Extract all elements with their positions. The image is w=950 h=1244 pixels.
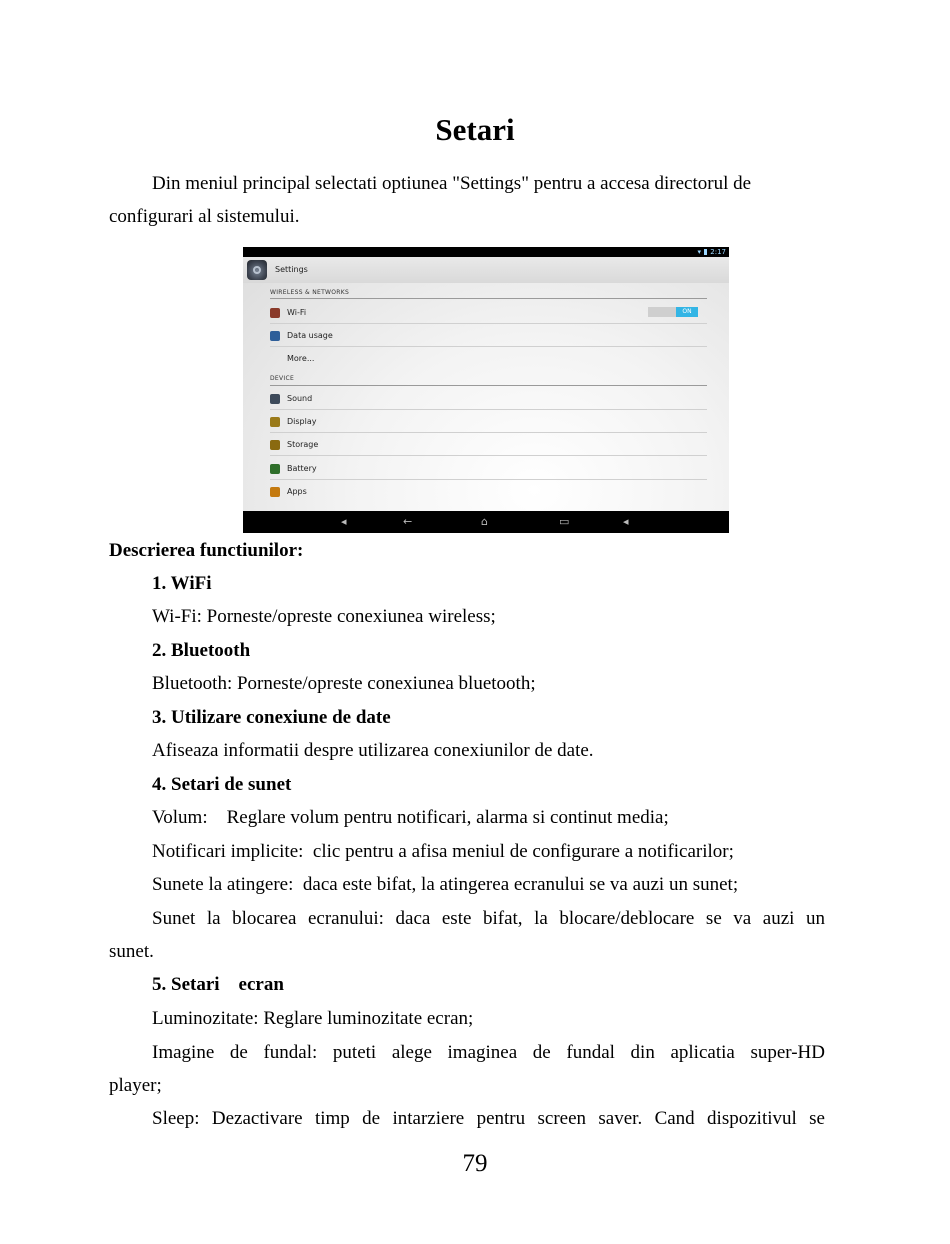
settings-item-label: Display <box>287 417 317 426</box>
settings-item-label: Data usage <box>287 331 333 340</box>
section-heading-display: 5. Setari ecran <box>152 974 284 995</box>
settings-item-data-usage[interactable] <box>270 328 707 344</box>
settings-item-storage[interactable] <box>270 437 707 453</box>
divider <box>270 298 707 299</box>
settings-item-label: Sound <box>287 394 313 403</box>
page-title: Setari <box>435 112 515 147</box>
data-usage-icon <box>270 331 280 341</box>
app-title: Settings <box>275 265 308 274</box>
battery-status-icon <box>704 249 707 255</box>
wifi-toggle-on: ON <box>676 307 698 317</box>
section-text: Notificari implicite: clic pentru a afisa meniul de configurare a notificarilor; <box>152 841 734 862</box>
divider <box>270 323 707 324</box>
description-heading: Descrierea functiunilor: <box>109 540 304 561</box>
display-icon <box>270 417 280 427</box>
divider <box>270 385 707 386</box>
back-icon[interactable]: ← <box>403 515 413 528</box>
section-text: Afiseaza informatii despre utilizarea conexiunilor de date. <box>152 740 594 761</box>
section-heading-sound: 4. Setari de sunet <box>152 774 292 795</box>
settings-item-label: Apps <box>287 487 307 496</box>
section-text: sunet. <box>109 941 154 962</box>
section-text: Luminozitate: Reglare luminozitate ecran; <box>152 1008 474 1029</box>
section-text: Volum: Reglare volum pentru notificari, alarma si continut media; <box>152 807 669 828</box>
intro-line-1: Din meniul principal selectati optiunea "Settings" pentru a accesa directorul de <box>152 173 752 194</box>
section-heading-wifi: 1. WiFi <box>152 573 212 594</box>
section-text: Sunet la blocarea ecranului: daca este bifat, la blocare/deblocare se va auzi un <box>152 908 825 929</box>
apps-icon <box>270 487 280 497</box>
divider <box>270 432 707 433</box>
section-header-wireless: WIRELESS & NETWORKS <box>270 289 350 296</box>
section-header-device: DEVICE <box>270 375 295 382</box>
storage-icon <box>270 440 280 450</box>
settings-item-battery[interactable] <box>270 461 707 477</box>
settings-item-wifi[interactable] <box>270 305 707 321</box>
sound-icon <box>270 394 280 404</box>
settings-item-apps[interactable] <box>270 484 707 500</box>
section-text: Wi-Fi: Porneste/opreste conexiunea wireless; <box>152 606 496 627</box>
volume-down-icon[interactable]: ◂ <box>341 515 347 528</box>
recents-icon[interactable]: ▭ <box>559 515 570 528</box>
divider <box>270 409 707 410</box>
volume-up-icon[interactable]: ◂ <box>623 515 629 528</box>
settings-item-more[interactable] <box>270 351 707 367</box>
section-heading-bluetooth: 2. Bluetooth <box>152 640 251 661</box>
divider <box>270 479 707 480</box>
section-heading-data-usage: 3. Utilizare conexiune de date <box>152 707 391 728</box>
settings-item-display[interactable] <box>270 414 707 430</box>
status-time: 2:17 <box>710 248 726 256</box>
divider <box>270 455 707 456</box>
wifi-toggle[interactable] <box>648 307 698 317</box>
section-text: player; <box>109 1075 162 1096</box>
battery-icon <box>270 464 280 474</box>
wifi-icon <box>270 308 280 318</box>
home-icon[interactable]: ⌂ <box>481 515 488 528</box>
status-bar <box>243 247 729 257</box>
intro-line-2: configurari al sistemului. <box>109 206 300 227</box>
settings-item-label: Wi-Fi <box>287 308 307 317</box>
section-text: Sleep: Dezactivare timp de intarziere pentru screen saver. Cand dispozitivul se <box>152 1108 825 1129</box>
section-text: Bluetooth: Porneste/opreste conexiunea bluetooth; <box>152 673 536 694</box>
wifi-signal-icon: ▾ <box>697 248 701 256</box>
action-bar <box>243 257 729 283</box>
navigation-bar <box>243 511 729 533</box>
divider <box>270 346 707 347</box>
settings-item-label: More... <box>287 354 315 363</box>
settings-screenshot <box>243 247 729 533</box>
page-number: 79 <box>462 1150 488 1177</box>
settings-item-sound[interactable] <box>270 391 707 407</box>
settings-app-icon <box>247 260 267 280</box>
settings-item-label: Storage <box>287 440 319 449</box>
section-text: Sunete la atingere: daca este bifat, la atingerea ecranului se va auzi un sunet; <box>152 874 739 895</box>
settings-item-label: Battery <box>287 464 317 473</box>
section-text: Imagine de fundal: puteti alege imaginea de fundal din aplicatia super-HD <box>152 1042 825 1063</box>
